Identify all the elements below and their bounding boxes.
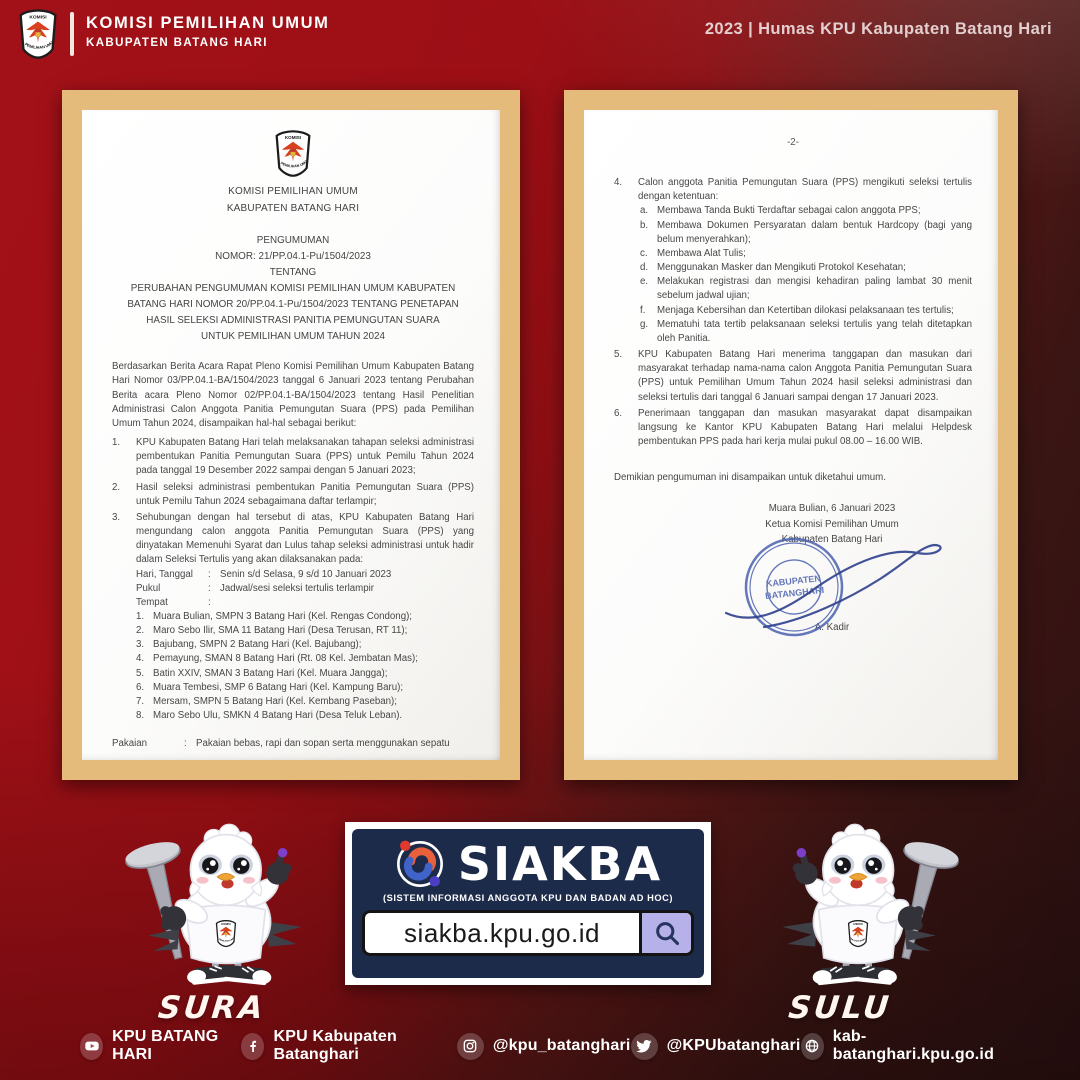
social-instagram[interactable] <box>457 1033 631 1060</box>
sub-item <box>640 261 972 275</box>
doc-tentang: TENTANG <box>269 267 317 279</box>
kv-value: Jadwal/sesi seleksi tertulis terlampir <box>220 582 374 594</box>
doc-number: NOMOR: 21/PP.04.1-Pu/1504/2023 <box>215 251 371 263</box>
doc-item-6 <box>614 407 972 449</box>
signature-stroke <box>712 521 972 631</box>
sub-text: Membawa Dokumen Persyaratan dalam bentuk Hardcopy (bagi yang belum menyerahkan); <box>657 219 972 245</box>
stamp-line2: BATANGHARI <box>764 585 825 602</box>
header-org-line2: KABUPATEN BATANG HARI <box>86 37 268 49</box>
social-youtube[interactable] <box>80 1028 241 1064</box>
location-row <box>136 638 474 652</box>
doc-org-block <box>112 183 474 217</box>
siakba-search-bar[interactable] <box>362 910 694 956</box>
search-icon <box>653 919 681 947</box>
siakba-card <box>352 829 704 978</box>
siakba-subtitle: (SISTEM INFORMASI ANGGOTA KPU DAN BADAN AD HOC) <box>382 893 674 903</box>
schedule-row-time <box>136 582 474 596</box>
item-text: Sehubungan dengan hal tersebut di atas, KPU Kabupaten Batang Hari mengundang calon anggota Panitia Pemungutan Suara (PPS) yang dinyatakan Memenuhi Syarat dan Lulus tahap seleksi administrasi untuk hadir dalam Seleksi Tertulis yang akan dilaksanakan pada: <box>136 511 474 566</box>
mascot-sura <box>92 820 332 988</box>
mascot-label-sura: SURA <box>156 990 268 1026</box>
instagram-icon <box>457 1033 484 1060</box>
sub-text: Membawa Tanda Bukti Terdaftar sebagai calon anggota PPS; <box>657 205 921 217</box>
kv-label: Hari, Tanggal <box>136 568 193 580</box>
globe-icon <box>801 1033 824 1060</box>
doc-item-3 <box>112 511 474 568</box>
social-website[interactable] <box>801 1028 1000 1064</box>
mascot-label-sulu: SULU <box>786 990 894 1026</box>
stamp-line1: KABUPATEN <box>765 573 822 590</box>
sub-number: g. <box>640 318 649 330</box>
signature-block <box>706 501 958 635</box>
mascot-sulu <box>752 820 992 988</box>
doc-title: PERUBAHAN PENGUMUMAN KOMISI PEMILIHAN UMUM KABUPATEN BATANG HARI NOMOR 20/PP.04.1-Pu/1504/2023 TENTANG PENETAPAN HASIL SELEKSI ADMINISTRASI PANITIA PEMUNGUTAN SUARA <box>127 283 459 327</box>
kv-sep: : <box>208 582 211 594</box>
doc-item-2 <box>112 481 474 509</box>
loc-number: 2. <box>136 625 145 637</box>
kv-sep: : <box>208 596 211 608</box>
sub-text: Melakukan registrasi dan mengisi kehadiran paling lambat 30 menit sebelum jadwal ujian; <box>657 276 972 302</box>
loc-text: Muara Tembesi, SMP 6 Batang Hari (Kel. Kampung Baru); <box>153 681 404 693</box>
item-number: 4. <box>614 177 623 189</box>
sub-number: a. <box>640 205 649 217</box>
loc-number: 5. <box>136 667 145 679</box>
location-row <box>136 709 474 723</box>
kpu-logo-icon <box>16 9 60 59</box>
sub-number: d. <box>640 262 649 274</box>
sub-text: Menggunakan Masker dan Mengikuti Protokol Kesehatan; <box>657 262 906 274</box>
social-label: kab-batanghari.kpu.go.id <box>832 1028 995 1063</box>
doc-org-line1: KOMISI PEMILIHAN UMUM <box>228 186 358 197</box>
social-label: @KPUbatanghari <box>666 1037 801 1054</box>
loc-number: 1. <box>136 610 145 622</box>
social-twitter[interactable] <box>631 1033 801 1060</box>
document-page-2-frame <box>564 90 1018 780</box>
sub-item <box>640 219 972 247</box>
siakba-title: SIAKBA <box>457 837 663 891</box>
sub-number: f. <box>640 304 646 316</box>
loc-number: 4. <box>136 653 145 665</box>
loc-text: Batin XXIV, SMAN 3 Batang Hari (Kel. Muara Jangga); <box>153 667 388 679</box>
sub-text: Menjaga Kebersihan dan Ketertiban dilokasi pelaksanaan tes tertulis; <box>657 304 954 316</box>
kv-sep: : <box>208 568 211 580</box>
kv-label: Tempat <box>136 596 168 608</box>
header-org-line1: KOMISI PEMILIHAN UMUM <box>86 14 330 32</box>
header-credit: 2023 | Humas KPU Kabupaten Batang Hari <box>704 20 1052 38</box>
kv-label: Pukul <box>136 582 161 594</box>
schedule-row-date <box>136 568 474 582</box>
location-row <box>136 667 474 681</box>
loc-text: Maro Sebo Ulu, SMKN 4 Batang Hari (Desa Teluk Leban). <box>153 710 403 722</box>
closing-line: Demikian pengumuman ini disampaikan untuk diketahui umum. <box>614 472 886 484</box>
loc-number: 7. <box>136 695 145 707</box>
item-text: KPU Kabupaten Batang Hari telah melaksanakan tahapan seleksi administrasi pembentukan Panitia Pemungutan Suara (PPS) untuk Pemilu Tahun 2024 pada tanggal 19 Desember 2022 sampai dengan 5 Januari 2023; <box>136 437 474 477</box>
item-text: Hasil seleksi administrasi pembentukan Panitia Pemungutan Suara (PPS) untuk Pemilu Tahun 2024 sebagaimana daftar terlampir; <box>136 481 474 507</box>
social-label: KPU Kabupaten Batanghari <box>273 1028 397 1063</box>
page-number: -2- <box>787 137 799 148</box>
header-divider <box>70 12 74 56</box>
document-page-1-frame <box>62 90 520 780</box>
doc-title2: UNTUK PEMILIHAN UMUM TAHUN 2024 <box>201 331 385 343</box>
loc-number: 8. <box>136 710 145 722</box>
siakba-banner <box>345 822 711 985</box>
sub-item <box>640 204 972 218</box>
sub-text: Membawa Alat Tulis; <box>657 247 746 259</box>
item-text: Calon anggota Panitia Pemungutan Suara (PPS) mengikuti seleksi tertulis dengan ketentuan: <box>638 177 972 203</box>
loc-text: Muara Bulian, SMPN 3 Batang Hari (Kel. Rengas Condong); <box>153 610 413 622</box>
social-bar <box>0 1022 1080 1070</box>
kv-value <box>220 596 474 610</box>
loc-text: Pemayung, SMAN 8 Batang Hari (Rt. 08 Kel. Jembatan Mas); <box>153 653 418 665</box>
doc-intro: Berdasarkan Berita Acara Rapat Pleno Komisi Pemilihan Umum Kabupaten Batang Hari Nomor 03/PP.04.1-BA/1504/2023 tanggal 6 Januari 2023 tentang Perubahan Berita acara Pleno Nomor 02/PP.04.1-BA/1504/2023 tentang Hasil Penelitian Administrasi Calon Anggota Panitia Pemungutan Suara (PPS) pada Pemilihan Umum Tahun 2024, disampaikan hal-hal sebagai berikut: <box>112 361 474 429</box>
siakba-url[interactable]: siakba.kpu.go.id <box>404 917 600 948</box>
loc-text: Bajubang, SMPN 2 Batang Hari (Kel. Bajubang); <box>153 639 362 651</box>
social-label: KPU BATANG HARI <box>112 1028 219 1063</box>
doc-type: PENGUMUMAN <box>256 235 330 246</box>
sub-item <box>640 318 972 346</box>
mascot-sulu-illustration <box>752 820 992 988</box>
doc-item-4 <box>614 176 972 204</box>
kv-label: Pakaian <box>112 738 148 750</box>
loc-text: Maro Sebo Ilir, SMA 11 Batang Hari (Desa Terusan, RT 11); <box>153 625 408 637</box>
social-facebook[interactable] <box>241 1028 457 1064</box>
facebook-icon <box>241 1033 264 1060</box>
loc-number: 6. <box>136 681 145 693</box>
sub-number: e. <box>640 276 649 288</box>
sign-role1: Ketua Komisi Pemilihan Umum <box>765 518 899 530</box>
item-number: 6. <box>614 407 623 419</box>
document-page-2 <box>584 110 998 760</box>
doc-item-5 <box>614 348 972 405</box>
siakba-logo-icon <box>394 838 446 890</box>
location-row <box>136 652 474 666</box>
doc-title-block <box>112 233 474 345</box>
kv-value: Pakaian bebas, rapi dan sopan serta menggunakan sepatu <box>196 738 450 750</box>
document-page-1 <box>82 110 500 760</box>
item-text: Penerimaan tanggapan dan masukan masyarakat dapat disampaikan langsung ke Kantor KPU Kabupaten Batang Hari melalui Helpdesk pembentukan PPS pada hari kerja mulai pukul 08.00 – 16.00 WIB. <box>638 407 972 447</box>
doc-item-1 <box>112 436 474 478</box>
location-row <box>136 610 474 624</box>
sub-item <box>640 275 972 303</box>
sub-number: b. <box>640 219 649 231</box>
header-org <box>86 14 330 49</box>
dress-code-row <box>112 737 474 751</box>
item-number: 1. <box>112 437 121 449</box>
sub-item <box>640 304 972 318</box>
sign-role2: Kabupaten Batang Hari <box>781 534 883 546</box>
sign-name: A. Kadir <box>814 621 850 633</box>
location-row <box>136 681 474 695</box>
search-button[interactable] <box>639 913 691 953</box>
schedule-row-place <box>136 596 474 610</box>
location-row <box>136 695 474 709</box>
location-row <box>136 624 474 638</box>
item-number: 3. <box>112 511 121 523</box>
item-text: KPU Kabupaten Batang Hari menerima tanggapan dan masukan dari masyarakat terhadap nama-nama calon Anggota Panitia Pemungutan Suara (PPS) untuk Pemilihan Umum Tahun 2024 hasil seleksi administrasi dan seleksi tertulis dari tanggal 6 Januari sampai dengan 17 Januari 2023. <box>638 349 972 403</box>
social-label: @kpu_batanghari <box>492 1037 631 1054</box>
doc-kpu-logo-icon <box>273 130 313 177</box>
sub-number: c. <box>640 247 648 259</box>
sign-place-date: Muara Bulian, 6 Januari 2023 <box>768 503 896 515</box>
item-number: 2. <box>112 481 121 493</box>
sub-item <box>640 247 972 261</box>
sub-text: Mematuhi tata tertib pelaksanaan seleksi tertulis yang telah ditetapkan oleh Panitia. <box>657 318 972 344</box>
twitter-icon <box>631 1033 658 1060</box>
item-number: 5. <box>614 349 623 361</box>
doc-org-line2: KABUPATEN BATANG HARI <box>226 203 360 214</box>
mascot-sura-illustration <box>92 820 332 988</box>
loc-number: 3. <box>136 639 145 651</box>
header-bar <box>0 0 1080 68</box>
loc-text: Mersam, SMPN 5 Batang Hari (Kel. Kembang Paseban); <box>153 695 397 707</box>
kv-value: Senin s/d Selasa, 9 s/d 10 Januari 2023 <box>220 568 392 580</box>
kv-sep: : <box>184 738 187 750</box>
youtube-icon <box>80 1033 103 1060</box>
